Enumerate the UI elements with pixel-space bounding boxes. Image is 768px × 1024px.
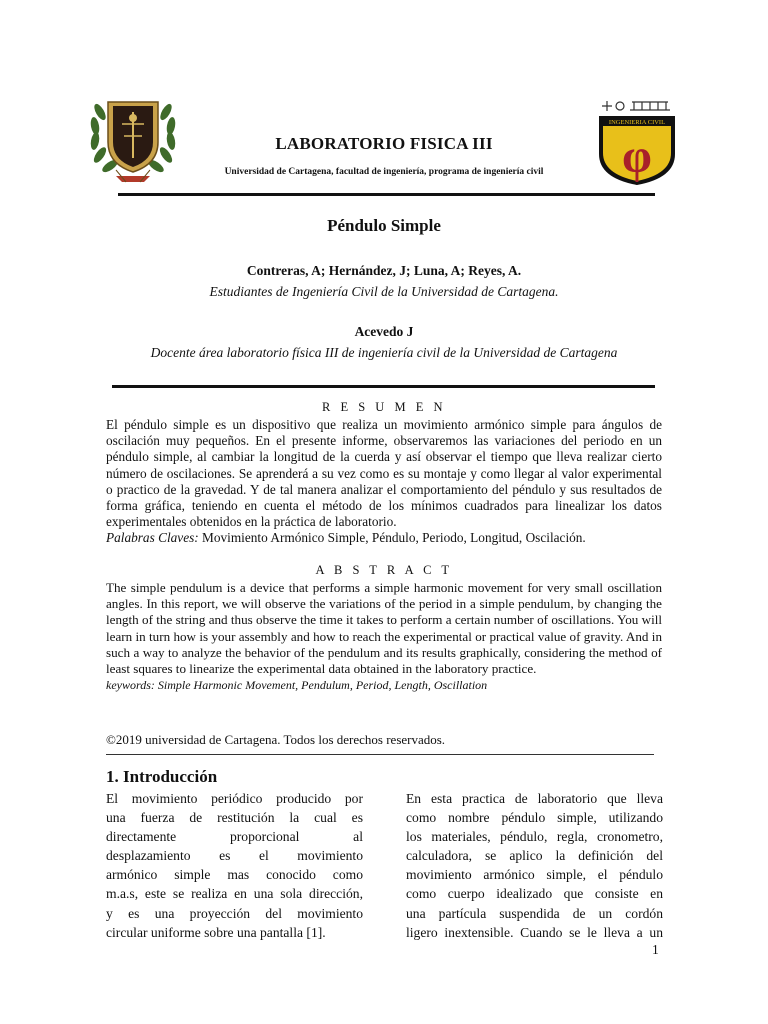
column-line: directamente proporcional al xyxy=(106,829,363,845)
column-line: los materiales, péndulo, regla, cronometro, xyxy=(406,829,663,845)
column-line: calculadora, se aplico la definición del xyxy=(406,848,663,864)
column-line: m.a.s, este se realiza en una sola dirección, xyxy=(106,886,363,902)
abstract-heading: A B S T R A C T xyxy=(315,563,453,577)
column-line: En esta practica de laboratorio que lleva xyxy=(406,791,663,806)
introduction-left-column xyxy=(106,789,363,942)
advisor: Acevedo J xyxy=(354,324,414,339)
column-line: ligero inextensible. Cuando se le lleva a un xyxy=(406,924,663,940)
abstract-section xyxy=(106,580,662,693)
column-line: movimiento armónico simple, el péndulo xyxy=(406,867,663,883)
column-line: una partícula suspendida de un cordón xyxy=(406,905,663,921)
column-line: El movimiento periódico producido por xyxy=(106,791,363,806)
keywords-label: Palabras Claves: xyxy=(106,530,199,546)
copyright-notice: ©2019 universidad de Cartagena. Todos los derechos reservados. xyxy=(106,732,446,747)
lab-title: LABORATORIO FISICA III xyxy=(275,134,493,153)
column-line: y es una proyección del movimiento xyxy=(106,905,363,921)
resumen-section xyxy=(106,417,662,547)
resumen-heading: R E S U M E N xyxy=(322,400,446,414)
header-divider xyxy=(118,193,655,196)
university-subtitle: Universidad de Cartagena, facultad de ingeniería, programa de ingeniería civil xyxy=(224,167,544,177)
authors-affiliation: Estudiantes de Ingeniería Civil de la Universidad de Cartagena. xyxy=(209,284,559,299)
resumen-keywords xyxy=(106,530,662,546)
abstract-divider xyxy=(112,385,655,388)
body-divider xyxy=(106,754,654,755)
column-line: como cuerpo idealizado que consiste en xyxy=(406,886,663,902)
advisor-affiliation: Docente área laboratorio física III de ingeniería civil de la Universidad de Cartagena xyxy=(150,345,618,360)
column-line: desplazamiento es el movimiento xyxy=(106,848,363,864)
introduction-right-column xyxy=(406,789,663,942)
introduction-heading: 1. Introducción xyxy=(106,767,218,786)
logo-banner-text: INGENIERIA CIVIL xyxy=(608,119,666,126)
paper-title: Péndulo Simple xyxy=(327,216,441,235)
authors: Contreras, A; Hernández, J; Luna, A; Reyes, A. xyxy=(246,263,522,278)
column-line: una fuerza de restitución la cual es xyxy=(106,810,363,826)
logo-phi-letter: φ xyxy=(622,130,652,183)
column-line: circular uniforme sobre una pantalla [1]. xyxy=(106,924,326,940)
abstract-text: The simple pendulum is a device that performs a simple harmonic movement for very small oscillation angles. In this report, we will observe the variations of the period in a simple pendulum, by changing the length of the string and thus observe the time it takes to perform a certain number of oscillations. You will learn in turn how is your assembly and how to reach the experimental or practical value of gravity. And in such a way to analyze the behavior of the pendulum and its results graphically, considering the method of least squares to linearize the experimental data obtained in the laboratory practice. xyxy=(106,580,662,677)
resumen-text: El péndulo simple es un dispositivo que realiza un movimiento armónico simple para ángulos de oscilación muy pequeños. En el presente informe, observaremos las variaciones del periodo en un péndulo simple, al cambiar la longitud de la cuerda y así observar el tiempo que lleva realizar cierto número de oscilaciones. Se aprenderá a su vez como es su montaje y como llegar al valor experimental o practico de la gravedad. Y de tal manera analizar el comportamiento del péndulo y sus resultados de forma gráfica, teniendo en cuenta el método de los mínimos cuadrados para linealizar los datos experimentales obtenidos en la práctica de laboratorio. xyxy=(106,417,662,530)
abstract-keywords: keywords: Simple Harmonic Movement, Pendulum, Period, Length, Oscillation xyxy=(106,678,488,693)
column-line: como nombre péndulo simple, utilizando xyxy=(406,810,663,826)
page-number: 1 xyxy=(652,942,659,957)
keywords-list: Movimiento Armónico Simple, Péndulo, Periodo, Longitud, Oscilación. xyxy=(198,530,586,546)
column-line: armónico simple mas conocido como xyxy=(106,867,363,883)
